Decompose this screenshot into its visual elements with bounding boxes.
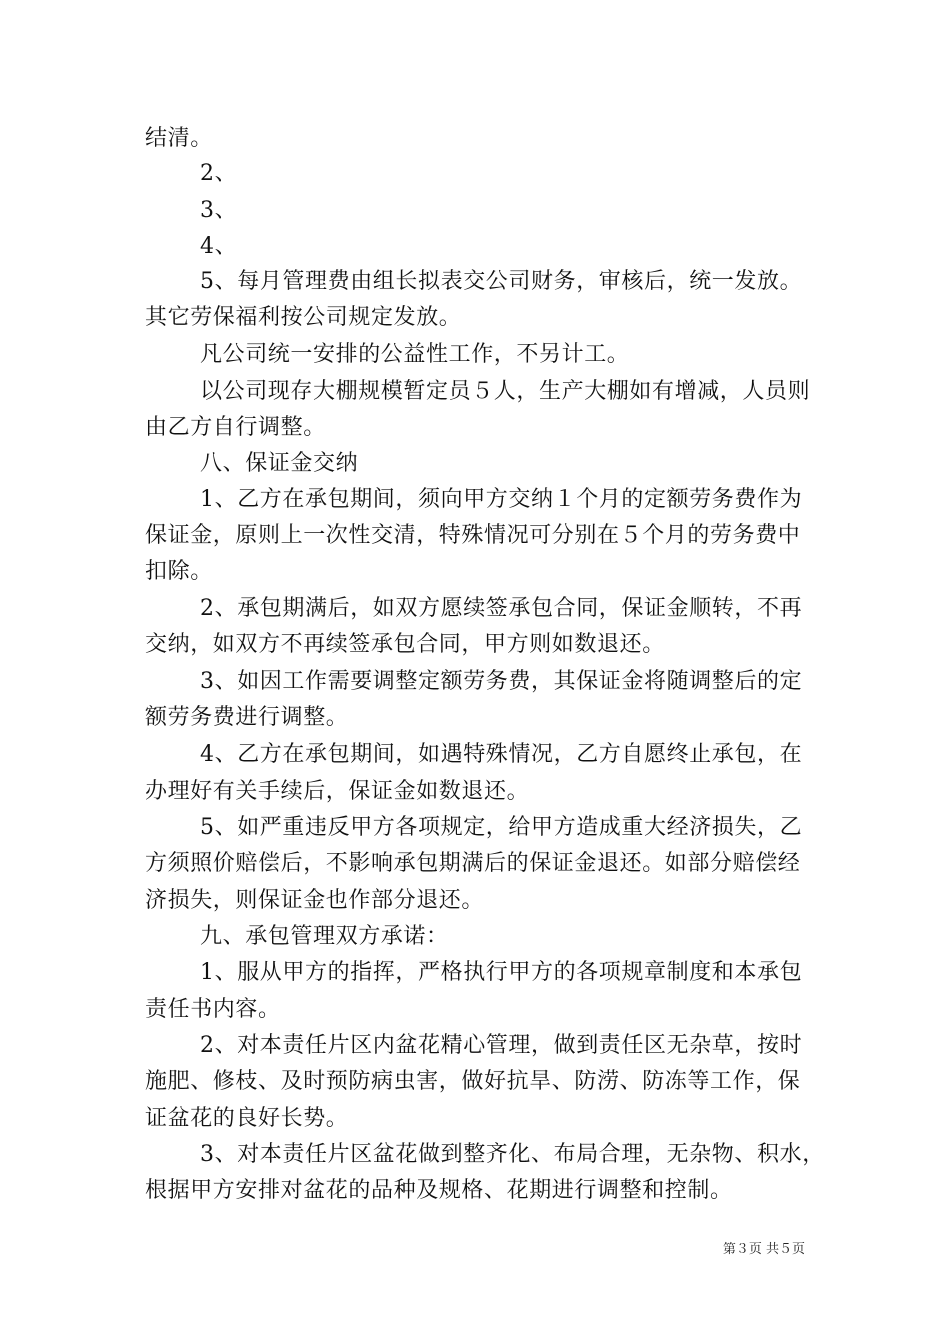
text-line: 凡公司统一安排的公益性工作，不另计工。 [200, 342, 630, 367]
text-line: 施肥、修枝、及时预防病虫害，做好抗旱、防涝、防冻等工作，保 [145, 1069, 801, 1094]
text-line: 3、对本责任片区盆花做到整齐化、布局合理，无杂物、积水， [200, 1142, 825, 1167]
text-line: 以公司现存大棚规模暂定员５人，生产大棚如有增减，人员则 [200, 379, 811, 404]
text-line: 保证金，原则上一次性交清，特殊情况可分别在５个月的劳务费中 [145, 523, 801, 548]
text-line: 1、服从甲方的指挥，严格执行甲方的各项规章制度和本承包 [200, 960, 803, 985]
text-line: 2、 [200, 161, 238, 186]
text-line: 扣除。 [145, 559, 213, 584]
text-line: 5、每月管理费由组长拟表交公司财务，审核后，统一发放。 [200, 269, 803, 294]
text-line: 证盆花的良好长势。 [145, 1106, 349, 1131]
text-line: 额劳务费进行调整。 [145, 705, 349, 730]
text-line: 由乙方自行调整。 [145, 415, 326, 440]
text-line: 1、乙方在承包期间，须向甲方交纳１个月的定额劳务费作为 [200, 487, 803, 512]
text-line: 4、乙方在承包期间，如遇特殊情况，乙方自愿终止承包，在 [200, 742, 803, 767]
section-heading: 九、承包管理双方承诺： [200, 924, 449, 949]
text-line: 3、如因工作需要调整定额劳务费，其保证金将随调整后的定 [200, 669, 803, 694]
text-line: 5、如严重违反甲方各项规定，给甲方造成重大经济损失，乙 [200, 815, 803, 840]
text-line: 办理好有关手续后，保证金如数退还。 [145, 779, 530, 804]
section-heading: 八、保证金交纳 [200, 451, 359, 476]
text-line: 根据甲方安排对盆花的品种及规格、花期进行调整和控制。 [145, 1178, 733, 1203]
text-line: 4、 [200, 234, 238, 259]
text-line: 交纳，如双方不再续签承包合同，甲方则如数退还。 [145, 632, 665, 657]
text-line: 结清。 [145, 126, 213, 151]
text-line: 2、承包期满后，如双方愿续签承包合同，保证金顺转，不再 [200, 596, 803, 621]
text-line: 济损失，则保证金也作部分退还。 [145, 888, 485, 913]
page-number: 第３页 共５页 [722, 1242, 805, 1257]
text-line: 其它劳保福利按公司规定发放。 [145, 305, 462, 330]
text-line: 3、 [200, 198, 238, 223]
text-line: 责任书内容。 [145, 997, 281, 1022]
text-line: 方须照价赔偿后，不影响承包期满后的保证金退还。如部分赔偿经 [145, 851, 801, 876]
text-line: 2、对本责任片区内盆花精心管理，做到责任区无杂草，按时 [200, 1033, 803, 1058]
